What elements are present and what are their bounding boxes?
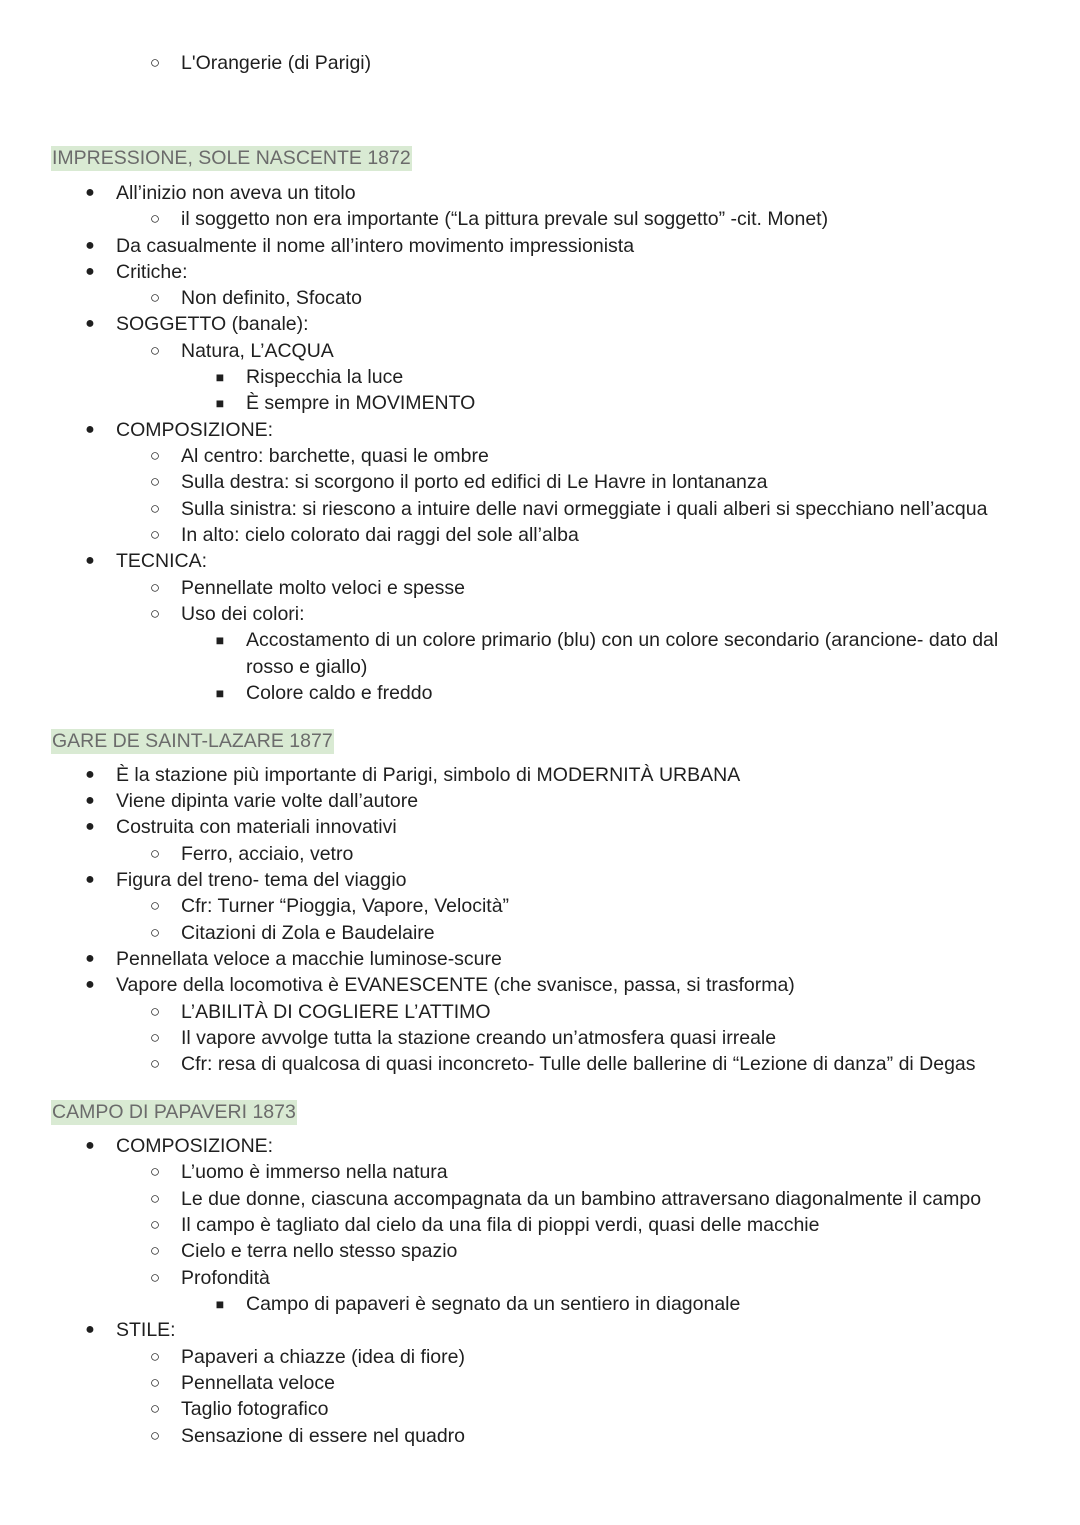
hollow-circle-bullet-icon: ○	[149, 209, 161, 228]
hollow-circle-bullet-icon: ○	[149, 1399, 161, 1418]
bullet-icon: ●	[85, 315, 95, 332]
hollow-circle-bullet-icon: ○	[149, 1215, 161, 1234]
section-heading-gare-saint-lazare: GARE DE SAINT-LAZARE 1877	[52, 730, 333, 752]
bullet-icon: ●	[85, 871, 95, 888]
bullet-icon: ●	[85, 1321, 95, 1338]
hollow-circle-bullet-icon: ○	[149, 1373, 161, 1392]
bullet-icon: ●	[85, 792, 95, 809]
square-bullet-icon: ■	[215, 685, 225, 701]
hollow-circle-bullet-icon: ○	[149, 923, 161, 942]
hollow-circle-bullet-icon: ○	[149, 604, 161, 623]
hollow-circle-bullet-icon: ○	[149, 1162, 161, 1181]
hollow-circle-bullet-icon: ○	[149, 844, 161, 863]
hollow-circle-bullet-icon: ○	[149, 896, 161, 915]
bullet-icon: ●	[85, 263, 95, 280]
hollow-circle-bullet-icon: ○	[149, 288, 161, 307]
hollow-circle-bullet-icon: ○	[149, 499, 161, 518]
section-heading-impressione: IMPRESSIONE, SOLE NASCENTE 1872	[52, 147, 411, 169]
hollow-circle-bullet-icon: ○	[149, 1054, 161, 1073]
hollow-circle-bullet-icon: ○	[149, 578, 161, 597]
square-bullet-icon: ■	[215, 369, 225, 385]
bullet-icon: ●	[85, 184, 95, 201]
hollow-circle-bullet-icon: ○	[149, 525, 161, 544]
hollow-circle-bullet-icon: ○	[149, 341, 161, 360]
bullet-icon: ●	[85, 421, 95, 438]
section-heading-campo-di-papaveri: CAMPO DI PAPAVERI 1873	[52, 1101, 296, 1123]
bullet-icon: ●	[85, 552, 95, 569]
bullet-icon: ●	[85, 237, 95, 254]
bullet-icon: ●	[85, 1137, 95, 1154]
square-bullet-icon: ■	[215, 632, 225, 648]
bullet-icon: ●	[85, 950, 95, 967]
hollow-circle-bullet-icon: ○	[149, 1189, 161, 1208]
bullet-icon: ●	[85, 766, 95, 783]
hollow-circle-bullet-icon: ○	[149, 53, 161, 72]
hollow-circle-bullet-icon: ○	[149, 1002, 161, 1021]
hollow-circle-bullet-icon: ○	[149, 446, 161, 465]
hollow-circle-bullet-icon: ○	[149, 1347, 161, 1366]
hollow-circle-bullet-icon: ○	[149, 472, 161, 491]
hollow-circle-bullet-icon: ○	[149, 1028, 161, 1047]
hollow-circle-bullet-icon: ○	[149, 1241, 161, 1260]
hollow-circle-bullet-icon: ○	[149, 1426, 161, 1445]
bullet-icon: ●	[85, 976, 95, 993]
square-bullet-icon: ■	[215, 395, 225, 411]
square-bullet-icon: ■	[215, 1296, 225, 1312]
hollow-circle-bullet-icon: ○	[149, 1268, 161, 1287]
bullet-icon: ●	[85, 818, 95, 835]
